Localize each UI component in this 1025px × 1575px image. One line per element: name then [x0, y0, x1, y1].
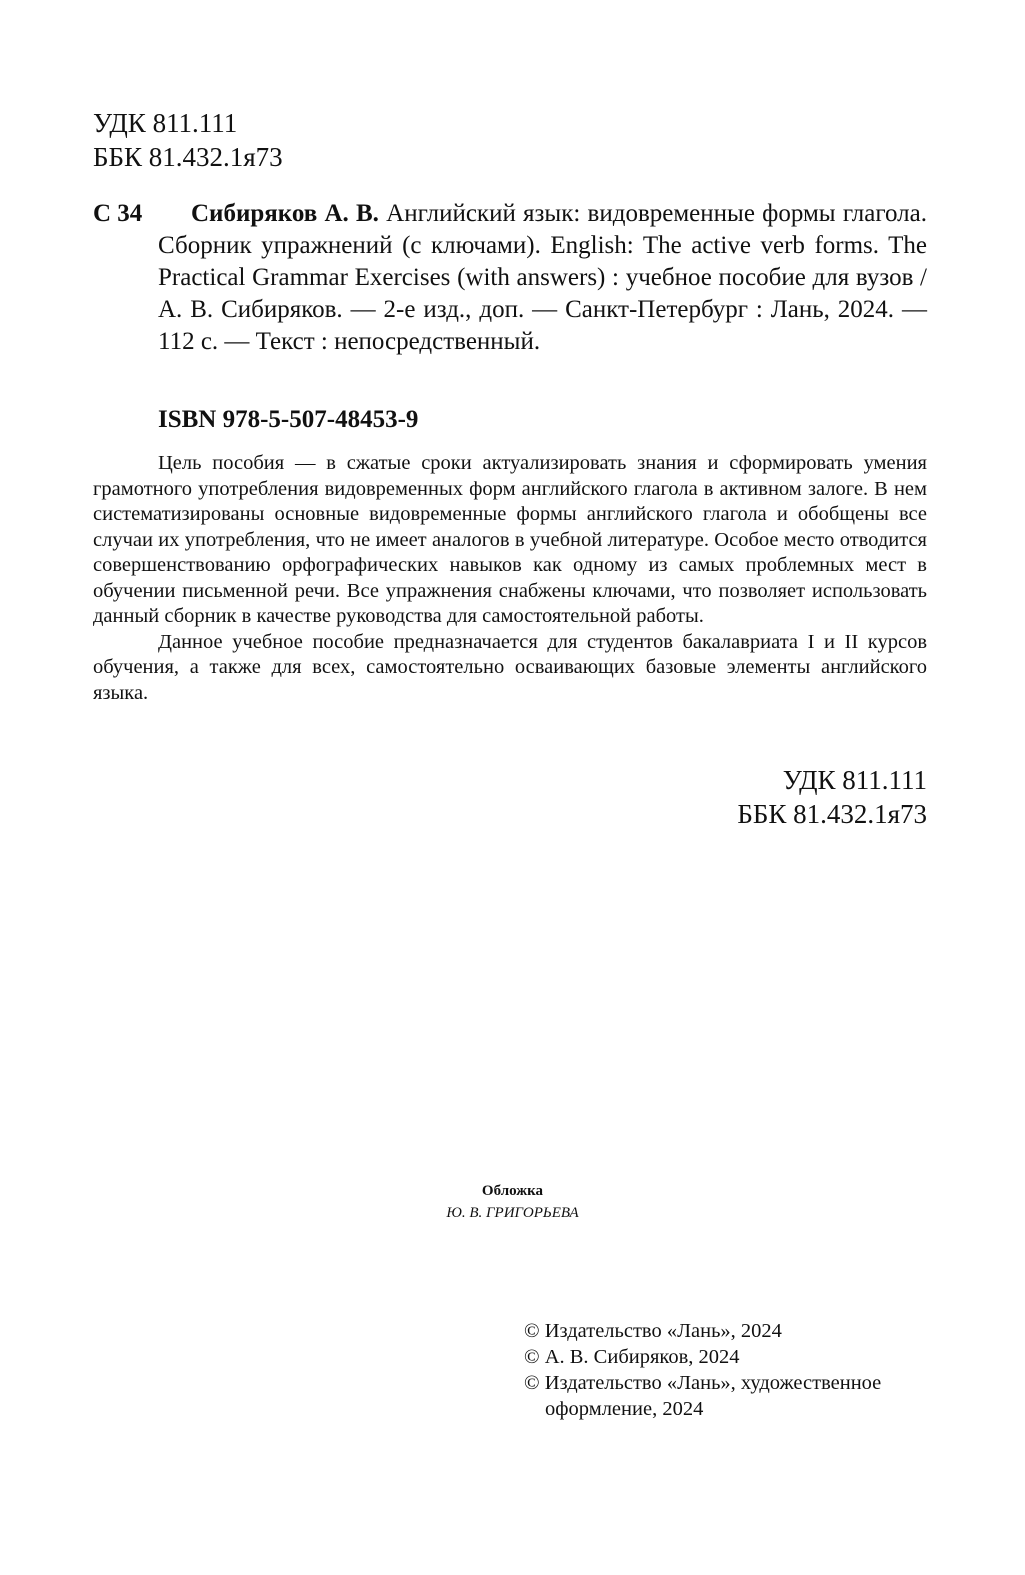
bbk-code-bottom: ББК 81.432.1я73	[737, 799, 927, 829]
cover-designer: Ю. В. ГРИГОРЬЕВА	[446, 1205, 579, 1221]
catalog-record	[93, 198, 927, 358]
classification-footer	[737, 763, 927, 831]
copyright-line: © А. В. Сибиряков, 2024	[524, 1346, 740, 1368]
abstract	[93, 451, 927, 706]
abstract-paragraph-1: Цель пособия — в сжатые сроки актуализировать знания и сформировать умения грамотного употребления видовременных форм английского глагола в активном залоге. В нем систематизированы основные видовременные формы английского глагола и обобщены все случаи их употребления, что не имеет аналогов в учебной литературе. Особое место отводится совершенствованию орфографических навыков как одному из самых проблемных мест в обучении письменной речи. Все упражнения снабжены ключами, что позволяет использовать данный сборник в качестве руководства для самостоятельной работы.	[93, 452, 927, 627]
copyright-line: © Издательство «Лань», художественное	[524, 1372, 882, 1394]
author-sign: С 34	[93, 200, 143, 227]
copyright-line: оформление, 2024	[545, 1398, 704, 1420]
classification-header	[93, 106, 283, 174]
cover-label: Обложка	[481, 1183, 544, 1199]
author-name: Сибиряков А. В.	[191, 200, 379, 227]
isbn: ISBN 978-5-507-48453-9	[158, 406, 419, 433]
bbk-code: ББК 81.432.1я73	[93, 142, 283, 172]
udk-code-bottom: УДК 811.111	[782, 765, 927, 795]
copyright-line: © Издательство «Лань», 2024	[524, 1320, 782, 1342]
bibliographic-description	[158, 198, 927, 358]
abstract-paragraph-2: Данное учебное пособие предназначается для студентов бакалавриата I и II курсов обучения, а также для всех, самостоятельно осваивающих базовые элементы английского языка.	[93, 630, 927, 704]
cover-credit	[0, 1180, 1025, 1224]
udk-code: УДК 811.111	[93, 108, 238, 138]
description-text: Английский язык: видовременные формы глагола. Сборник упражнений (с ключами). English: The active verb forms. The Practical Grammar Exercises (with answers) : учебное пособие для вузов / А. В. Сибиряков. — 2-е изд., доп. — Санкт-Петербург : Лань, 2024. — 112 с. — Текст : непосредственный.	[158, 200, 927, 355]
copyright-block	[524, 1318, 881, 1422]
